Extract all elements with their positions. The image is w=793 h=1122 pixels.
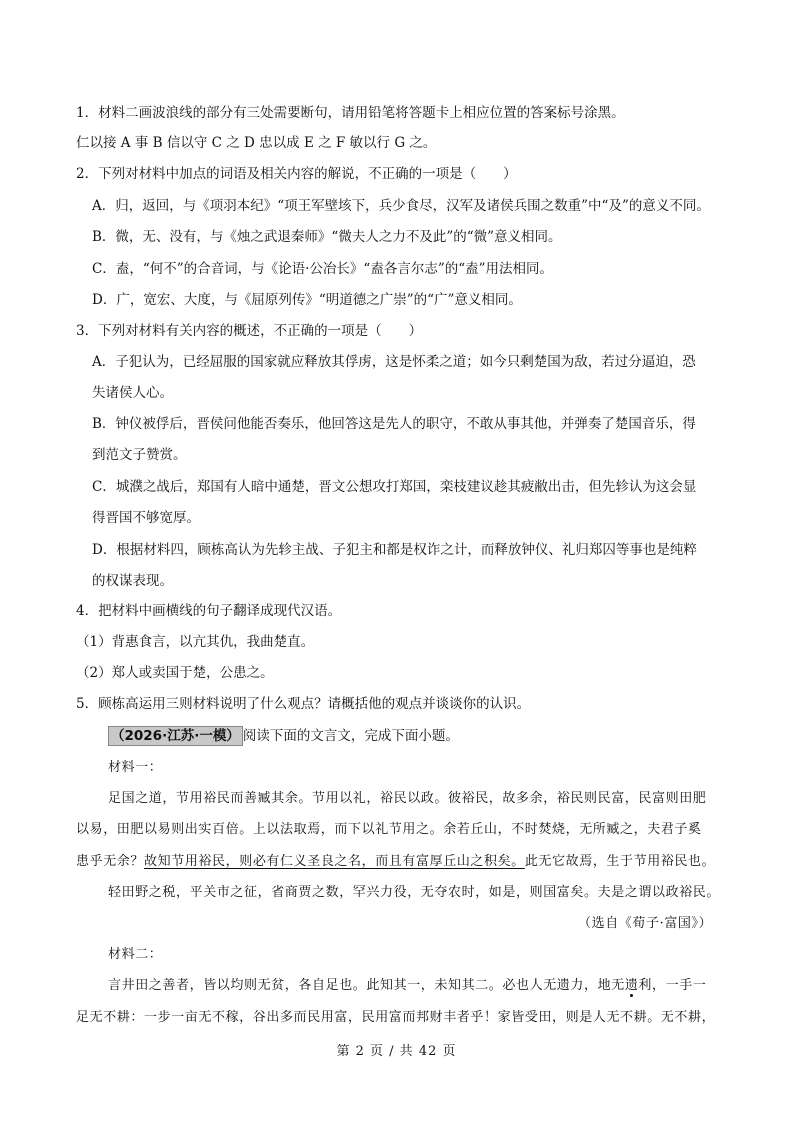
question-2-option-b: B．微，无、没有，与《烛之武退秦师》“微夫人之力不及此”的“微”意义相同。: [92, 229, 562, 245]
question-2-option-a: A．归，返回，与《项羽本纪》“项王军壁垓下，兵少食尽，汉军及诸侯兵围之数重”中“及”的意义不同。: [92, 198, 710, 214]
material-1-title: 材料一：: [108, 760, 163, 775]
question-2-option-c: C．盍，“何不”的合音词，与《论语·公冶长》“盍各言尔志”的“盍”用法相同。: [92, 261, 554, 277]
question-3-option-a-line1: A．子犯认为，已经屈服的国家就应释放其俘虏，这是怀柔之道；如今只剩楚国为敌，若过分逼迫，恐: [92, 354, 696, 370]
question-1-sentence: 仁以接 A 事 B 信以守 C 之 D 忠以成 E 之 F 敏以行 G 之。: [76, 135, 437, 151]
question-5-stem: 5．顾栋高运用三则材料说明了什么观点？请概括他的观点并谈谈你的认识。: [76, 696, 531, 712]
material-2-line-2: 足无不耕：一步一亩无不稼，谷出多而民用富，民用富而邦财丰者乎！家皆受田，则是人无不耕。无不耕，: [76, 1010, 716, 1025]
question-3-option-a-line2: 失诸侯人心。: [92, 385, 173, 401]
material-2-line-1-end: 利，一手一: [638, 978, 707, 993]
question-4-stem: 4．把材料中画横线的句子翻译成现代汉语。: [76, 603, 342, 619]
material-1-line-3-end: 此无它故焉，生于节用裕民也。: [524, 854, 716, 869]
material-1-source: （选自《荀子·富国》）: [578, 916, 713, 931]
question-1-stem: 1．材料二画波浪线的部分有三处需要断句，请用铅笔将答题卡上相应位置的答案标号涂黑。: [76, 105, 625, 121]
dotted-character: 遗: [624, 978, 639, 993]
section-header: [108, 726, 459, 746]
question-4-item-2: （2）郑人或卖国于楚，公患之。: [76, 665, 274, 681]
question-3-option-b-line2: 到范文子赞赏。: [92, 447, 187, 463]
question-3-option-d-line1: D．根据材料四，顾栋高认为先轸主战、子犯主和都是权诈之计，而释放钟仪、礼归郑囚等事也是纯粹: [92, 542, 697, 558]
material-2-title: 材料二：: [108, 947, 163, 962]
source-tag: （2026·江苏·一模）: [108, 726, 243, 746]
question-3-option-d-line2: 的权谋表现。: [92, 573, 173, 589]
question-2-option-d: D．广，宽宏、大度，与《屈原列传》“明道德之广崇”的“广”意义相同。: [92, 292, 522, 308]
material-1-line-3-start: 患乎无余？: [76, 854, 145, 869]
material-1-line-4: 轻田野之税，平关市之征，省商贾之数，罕兴力役，无夺农时，如是，则国富矣。夫是之谓以政裕民。: [108, 885, 721, 900]
question-4-item-1: （1）背惠食言，以亢其仇，我曲楚直。: [76, 634, 315, 650]
underlined-sentence: 故知节用裕民，则必有仁义圣良之名，而且有富厚丘山之积矣。: [144, 854, 525, 869]
material-2-line-1-start: 言井田之善者，皆以均则无贫，各自足也。此知其一，未知其二。必也人无遗力，地无: [108, 978, 625, 993]
question-3-option-c-line2: 得晋国不够宽厚。: [92, 510, 200, 526]
question-3-stem: 3．下列对材料有关内容的概述，不正确的一项是（ ）: [76, 323, 423, 339]
question-3-option-c-line1: C．城濮之战后，郑国有人暗中通楚，晋文公想攻打郑国，栾枝建议趁其疲敝出击，但先轸认为这会显: [92, 479, 697, 495]
material-2-line-1: [108, 976, 706, 996]
material-1-line-2: 以易，田肥以易则出实百倍。上以法取焉，而下以礼节用之。余若丘山，不时焚烧，无所臧之，夫君子奚: [76, 822, 702, 837]
question-3-option-b-line1: B．钟仪被俘后，晋侯问他能否奏乐，他回答这是先人的职守，不敢从事其他，并弹奏了楚国音乐，得: [92, 416, 696, 432]
material-1-line-3: [76, 852, 715, 872]
question-2-stem: 2．下列对材料中加点的词语及相关内容的解说，不正确的一项是（ ）: [76, 166, 517, 182]
section-intro: 阅读下面的文言文，完成下面小题。: [242, 728, 459, 744]
page-footer: 第 2 页 / 共 42 页: [336, 1044, 457, 1059]
material-1-line-1: 足国之道，节用裕民而善臧其余。节用以礼，裕民以政。彼裕民，故多余，裕民则民富，民富则田肥: [108, 791, 707, 806]
